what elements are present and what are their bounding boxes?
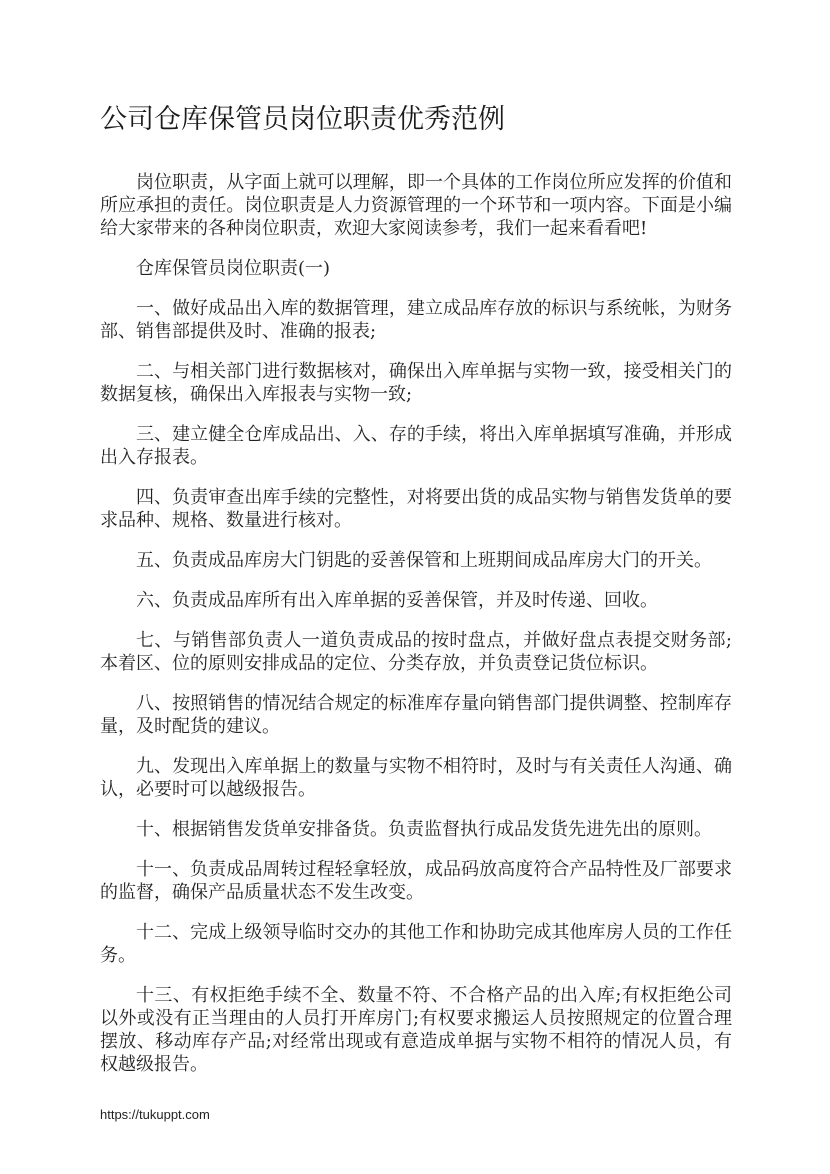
document-body [100,171,732,1093]
duty-item-2: 二、与相关部门进行数据核对，确保出入库单据与实物一致，接受相关门的数据复核，确保出入库报表与实物一致; [100,361,732,405]
duty-item-10: 十、根据销售发货单安排备货。负责监督执行成品发货先进先出的原则。 [136,819,712,840]
duty-item-11: 十一、负责成品周转过程轻拿轻放，成品码放高度符合产品特性及厂部要求的监督，确保产品质量状态不发生改变。 [100,859,732,903]
duty-item-3: 三、建立健全仓库成品出、入、存的手续，将出入库单据填写准确，并形成出入存报表。 [100,424,732,468]
intro-paragraph: 岗位职责，从字面上就可以理解，即一个具体的工作岗位所应发挥的价值和所应承担的责任。岗位职责是人力资源管理的一个环节和一项内容。下面是小编给大家带来的各种岗位职责，欢迎大家阅读参考，我们一起来看看吧! [100,172,732,239]
document-title: 公司仓库保管员岗位职责优秀范例 [100,104,505,135]
duty-item-4: 四、负责审查出库手续的完整性，对将要出货的成品实物与销售发货单的要求品种、规格、数量进行核对。 [100,487,732,531]
duty-item-1: 一、做好成品出入库的数据管理，建立成品库存放的标识与系统帐，为财务部、销售部提供及时、准确的报表; [100,298,732,342]
duty-item-13: 十三、有权拒绝手续不全、数量不符、不合格产品的出入库;有权拒绝公司以外或没有正当理由的人员打开库房门;有权要求搬运人员按照规定的位置合理摆放、移动库存产品;对经常出现或有意造成单据与实物不相符的情况人员，有权越级报告。 [100,985,732,1075]
duty-item-8: 八、按照销售的情况结合规定的标准库存量向销售部门提供调整、控制库存量，及时配货的建议。 [100,693,732,737]
duty-item-12: 十二、完成上级领导临时交办的其他工作和协助完成其他库房人员的工作任务。 [100,922,732,966]
duty-item-9: 九、发现出入库单据上的数量与实物不相符时，及时与有关责任人沟通、确认，必要时可以越级报告。 [100,756,732,800]
footer-url: https://tukuppt.com [100,1107,210,1122]
duty-item-5: 五、负责成品库房大门钥匙的妥善保管和上班期间成品库房大门的开关。 [136,550,712,571]
duty-item-6: 六、负责成品库所有出入库单据的妥善保管，并及时传递、回收。 [136,590,658,611]
duty-item-7: 七、与销售部负责人一道负责成品的按时盘点，并做好盘点表提交财务部;本着区、位的原则安排成品的定位、分类存放，并负责登记货位标识。 [100,630,732,674]
section-heading: 仓库保管员岗位职责(一) [136,258,331,279]
